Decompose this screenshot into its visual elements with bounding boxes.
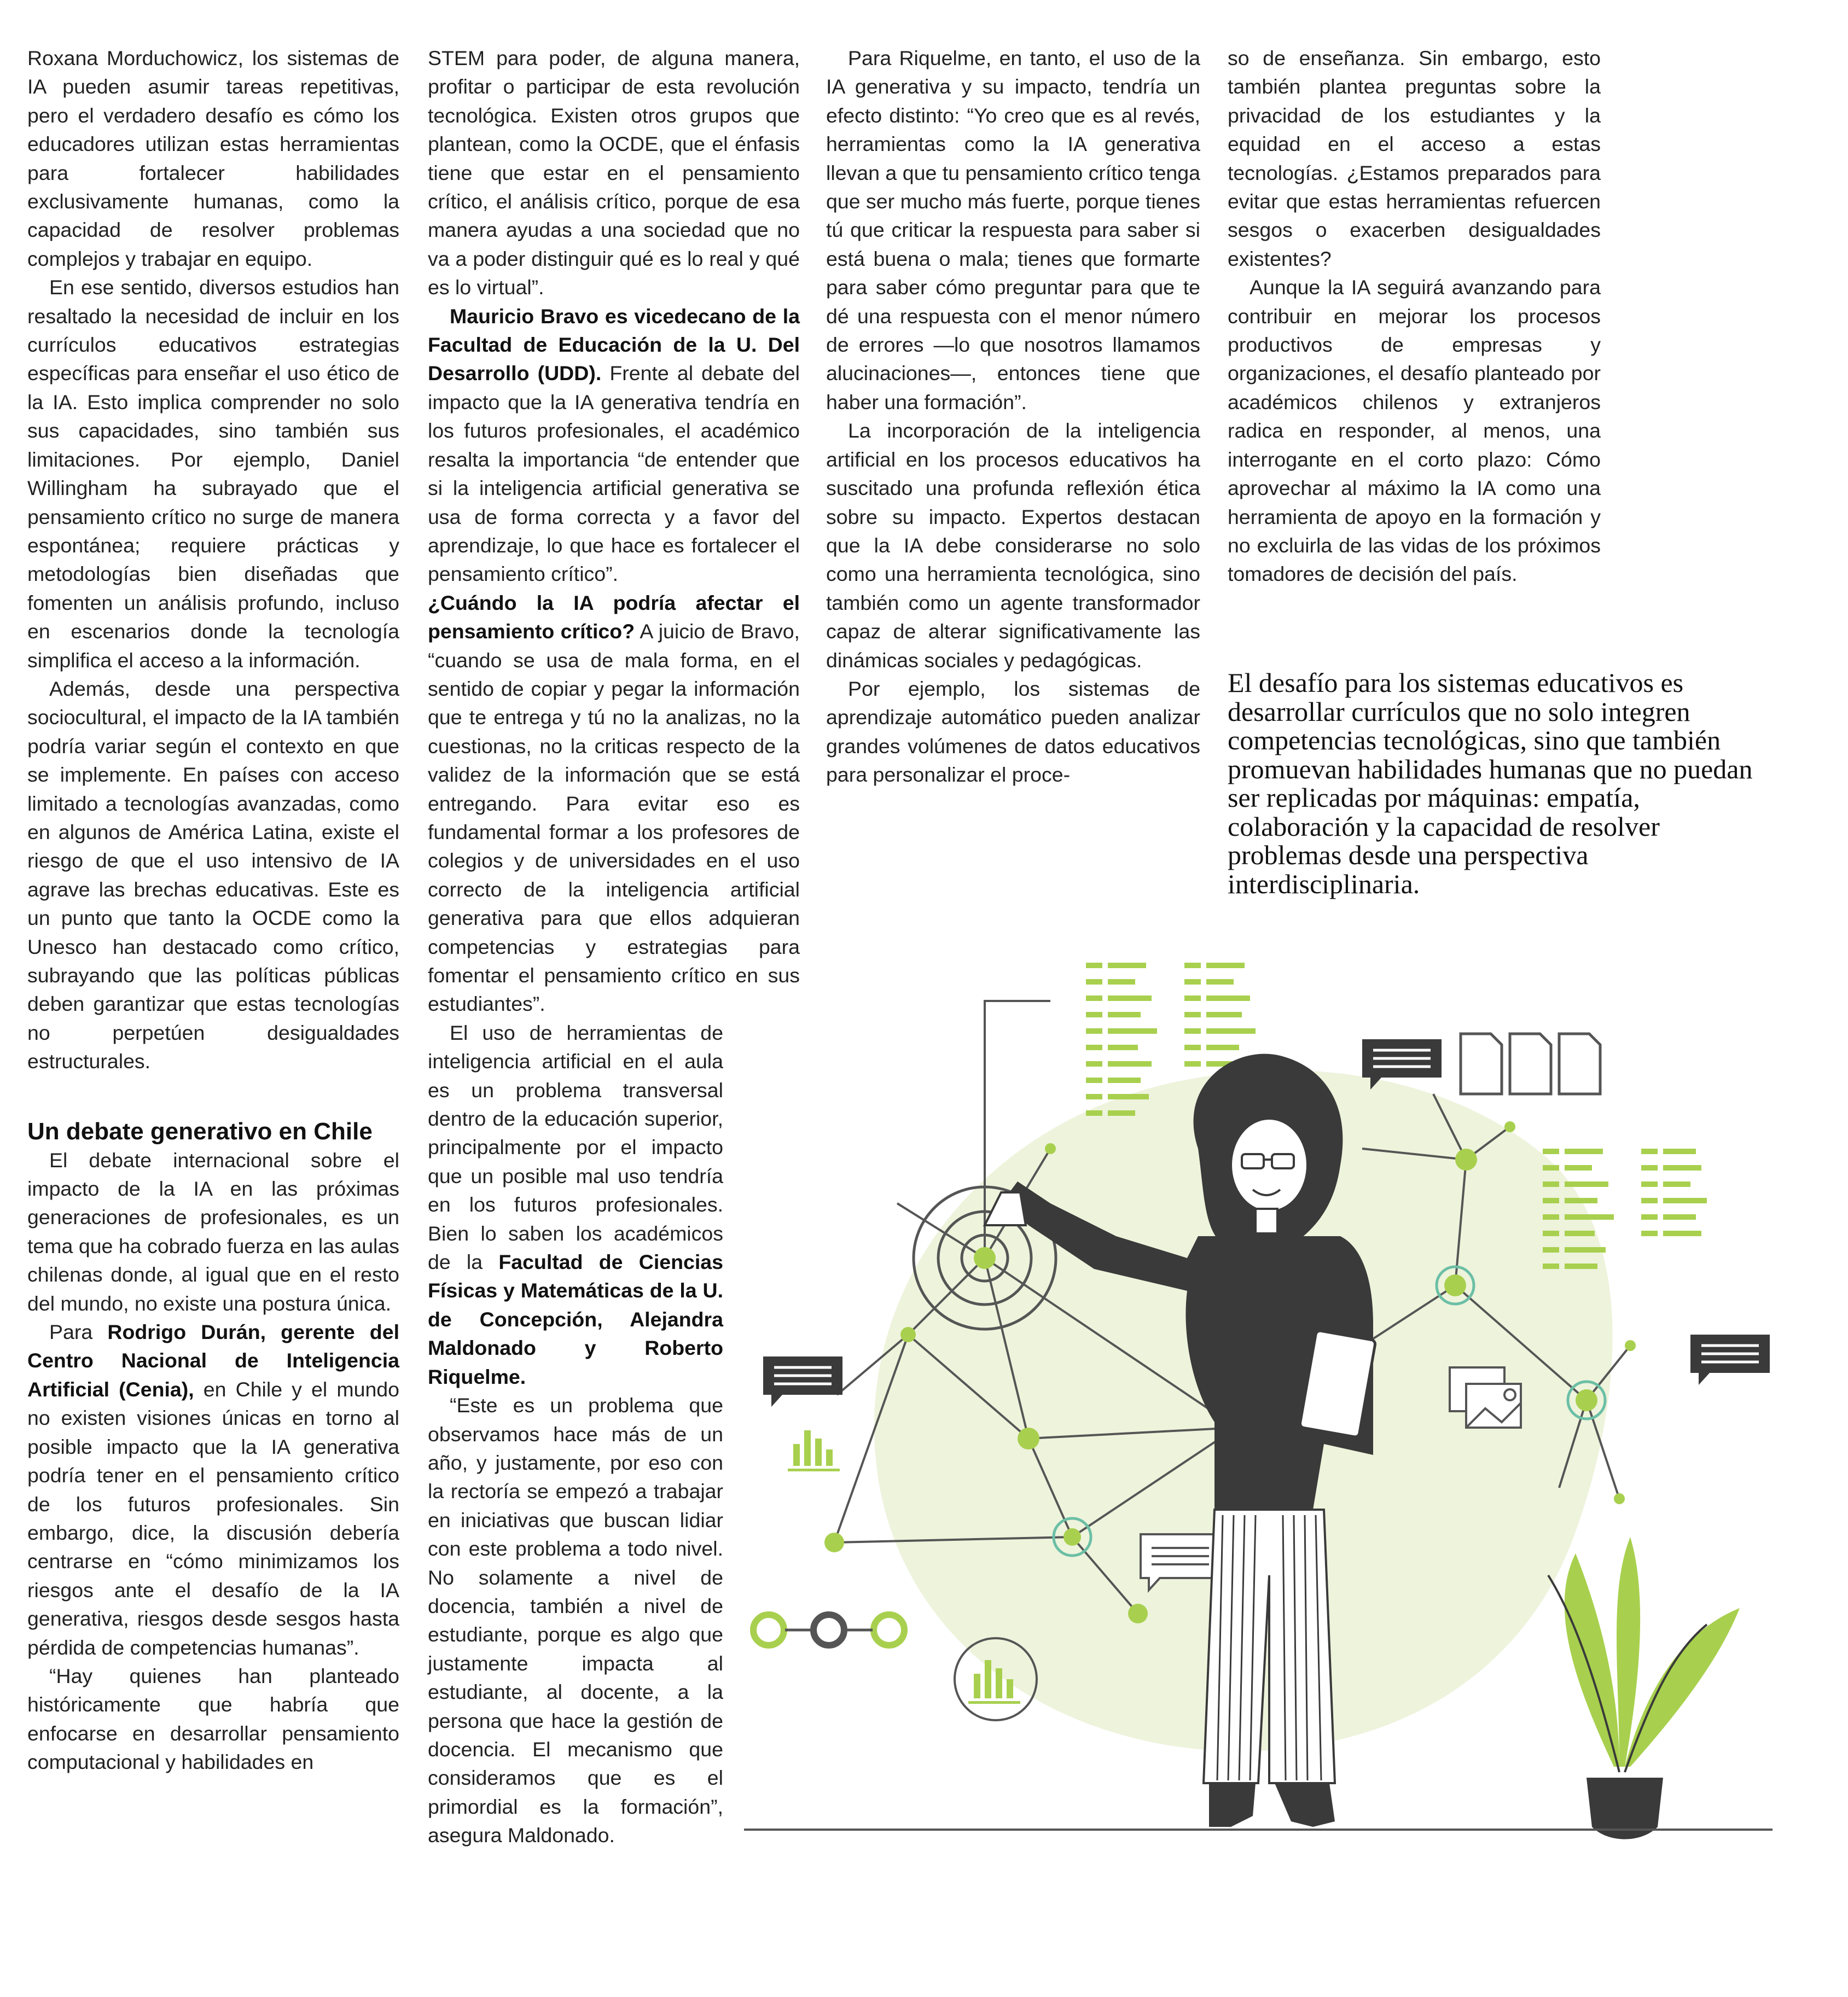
paragraph: Aunque la IA seguirá avanzando para contribuir en mejorar los procesos productivos de empresas y organizaciones, el desafío planteado por académicos chilenos y extranjeros radica en responder, al menos, una interrogante en el corto plazo: Cómo aprovechar al máximo la IA como una herramienta de apoyo en la formación y no excluirla de las vidas de los próximos tomadores de decisión del país. [1228, 276, 1601, 586]
paragraph: ¿Cuándo la IA podría afectar el pensamiento crítico? A juicio de Bravo, “cuando se usa de mala forma, en el sentido de copiar y pegar la información que te entrega y tú no la analizas, no la cuestionas, no la criticas respecto de la validez de la información que se está entregando. Para evitar eso es fundamental formar a los profesores de colegios y de universidades en el uso correcto de la inteligencia artificial generativa para que ellos adquieran competencias y estrategias para fomentar el pensamiento crítico en sus estudiantes”. [428, 591, 800, 1016]
ai-education-illustration [744, 919, 1783, 1958]
bold-question: ¿Cuándo la IA podría afectar el pensamiento crítico? [428, 591, 800, 643]
paragraph: La incorporación de la inteligencia artificial en los procesos educativos ha suscitado una profunda reflexión ética sobre su impacto. Expertos destacan que la IA debe considerarse no solo como una herramienta tecnológica, sino también como un agente transformador capaz de alterar significativamente las dinámicas sociales y pedagógicas. [826, 419, 1200, 672]
bold-name: Rodrigo Durán, gerente del Centro Nacional de Inteligencia Artificial (Cenia), [27, 1320, 399, 1401]
paragraph: El debate internacional sobre el impacto de la IA en las próximas generaciones de profesionales, es un tema que ha cobrado fuerza en las aulas chilenas donde, al igual que en el resto del mundo, no existe una postura única. [27, 1148, 399, 1315]
paragraph: Mauricio Bravo es vicedecano de la Facultad de Educación de la U. Del Desarrollo (UDD). Frente al debate del impacto que la IA generativa tendría en los futuros profesionales, el académico resalta la importancia “de entender que si la inteligencia artificial generativa se usa de forma correcta y a favor del aprendizaje, lo que hace es fortalecer el pensamiento crítico”. [428, 304, 800, 586]
article-column-3 [826, 44, 1200, 789]
bar-chart-icon [788, 1430, 840, 1471]
paragraph: “Hay quienes han planteado históricamente que habría que enfocarse en desarrollar pensamiento computacional y habilidades en [27, 1664, 399, 1774]
paragraph: so de enseñanza. Sin embargo, esto también plantea preguntas sobre la privacidad de los estudiantes y la equidad en el acceso a estas tecnologías. ¿Estamos preparados para evitar que estas herramientas refuercen sesgos o exacerben desigualdades existentes? [1228, 46, 1601, 270]
paragraph: Por ejemplo, los sistemas de aprendizaje automático pueden analizar grandes volúmenes de datos educativos para personalizar el proce- [826, 677, 1200, 787]
paragraph: “Este es un problema que observamos hace más de un año, y justamente, por eso con la rectoría se empezó a trabajar en iniciativas que buscan lidiar con este problema a todo nivel. No solamente a nivel de docencia, también a nivel de estudiante, porque es algo que justamente impacta al estudiante, al docente, a la persona que hace la gestión de docencia. El mecanismo que consideramos que es el primordial es la formación”, asegura Maldonado. [428, 1394, 723, 1847]
paragraph: En ese sentido, diversos estudios han resaltado la necesidad de incluir en los currículos educativos estrategias específicas para enseñar el uso ético de la IA. Esto implica comprender no solo sus capacidades, sino también sus limitaciones. Por ejemplo, Daniel Willingham ha subrayado que el pensamiento crítico no surge de manera espontánea; requiere prácticas y metodologías bien diseñadas que fomenten un análisis profundo, incluso en escenarios donde la tecnología simplifica el acceso a la información. [27, 276, 399, 672]
chat-bubble-icon [1690, 1335, 1770, 1385]
paragraph: STEM para poder, de alguna manera, profitar o participar de esta revolución tecnológica. Existen otros grupos que plantean, como la OCDE, que el énfasis tiene que estar en el pensamiento crítico, el análisis crítico, porque de esa manera ayudas a una sociedad que no va a poder distinguir qué es lo real y qué es lo virtual”. [428, 46, 800, 299]
document-icon [1461, 1034, 1600, 1094]
plant-icon [1548, 1537, 1740, 1839]
chat-bubble-icon [1362, 1039, 1442, 1090]
bold-name: Mauricio Bravo es vicedecano de la Facultad de Educación de la U. Del Desarrollo (UDD). [428, 304, 800, 385]
progress-ring-icon [753, 1615, 904, 1645]
chat-bubble-icon [763, 1356, 842, 1407]
paragraph: El uso de herramientas de inteligencia artificial en el aula es un problema transversal dentro de la educación superior, principalmente por el impacto que un posible mal uso tendría en los futuros profesionales. Bien lo saben los académicos de la Facultad de Ciencias Físicas y Matemáticas de la U. de Concepción, Alejandra Maldonado y Roberto Riquelme. [428, 1021, 723, 1388]
bold-name: Facultad de Ciencias Físicas y Matemáticas de la U. de Concepción, Alejandra Maldonado y Roberto Riquelme. [428, 1250, 723, 1388]
section-subheading: Un debate generativo en Chile [27, 1117, 373, 1145]
paragraph: Para Rodrigo Durán, gerente del Centro Nacional de Inteligencia Artificial (Cenia), en Chile y el mundo no existen visiones únicas en torno al posible impacto que la IA generativa podría tener en el pensamiento crítico de los futuros profesionales. Sin embargo, dice, la discusión debería centrarse en “cómo minimizamos los riesgos ante el desafío de la IA generativa, riesgos desde sesgos hasta pérdida de competencias humanas”. [27, 1320, 400, 1659]
paragraph: Roxana Morduchowicz, los sistemas de IA pueden asumir tareas repetitivas, pero el verdadero desafío es cómo los educadores utilizan estas herramientas para fortalecer habilidades exclusivamente humanas, como la capacidad de resolver problemas complejos y trabajar en equipo. [27, 46, 399, 270]
paragraph: Para Riquelme, en tanto, el uso de la IA generativa y su impacto, tendría un efecto distinto: “Yo creo que es al revés, herramientas como la IA generativa llevan a que tu pensamiento crítico tenga que ser mucho más fuerte, porque tienes tú que criticar la respuesta para saber si está buena o mala; tienes que formarte para saber cómo preguntar para que te dé una respuesta con el menor número de errores —lo que nosotros llamamos alucinaciones—, entonces tiene que haber una formación”. [826, 46, 1200, 414]
article-column-1 [27, 44, 399, 1777]
paragraph: Además, desde una perspectiva sociocultural, el impacto de la IA también podría variar según el contexto en que se implemente. En países con acceso limitado a tecnologías avanzadas, como en algunos de América Latina, existe el riesgo de que el uso intensivo de IA agrave las brechas educativas. Este es un punto que tanto la OCDE como la Unesco han destacado como crítico, subrayando que las políticas públicas deben garantizar que estas tecnologías no perpetúen desigualdades estructurales. [27, 677, 399, 1073]
pull-quote: El desafío para los sistemas educativos es desarrollar currículos que no solo integren competencias tecnológicas, sino que también promuevan habilidades humanas que no puedan ser replicadas por máquinas: empatía, colaboración y la capacidad de resolver problemas desde una perspectiva interdisciplinaria. [1228, 667, 1753, 899]
article-column-4 [1228, 44, 1601, 589]
